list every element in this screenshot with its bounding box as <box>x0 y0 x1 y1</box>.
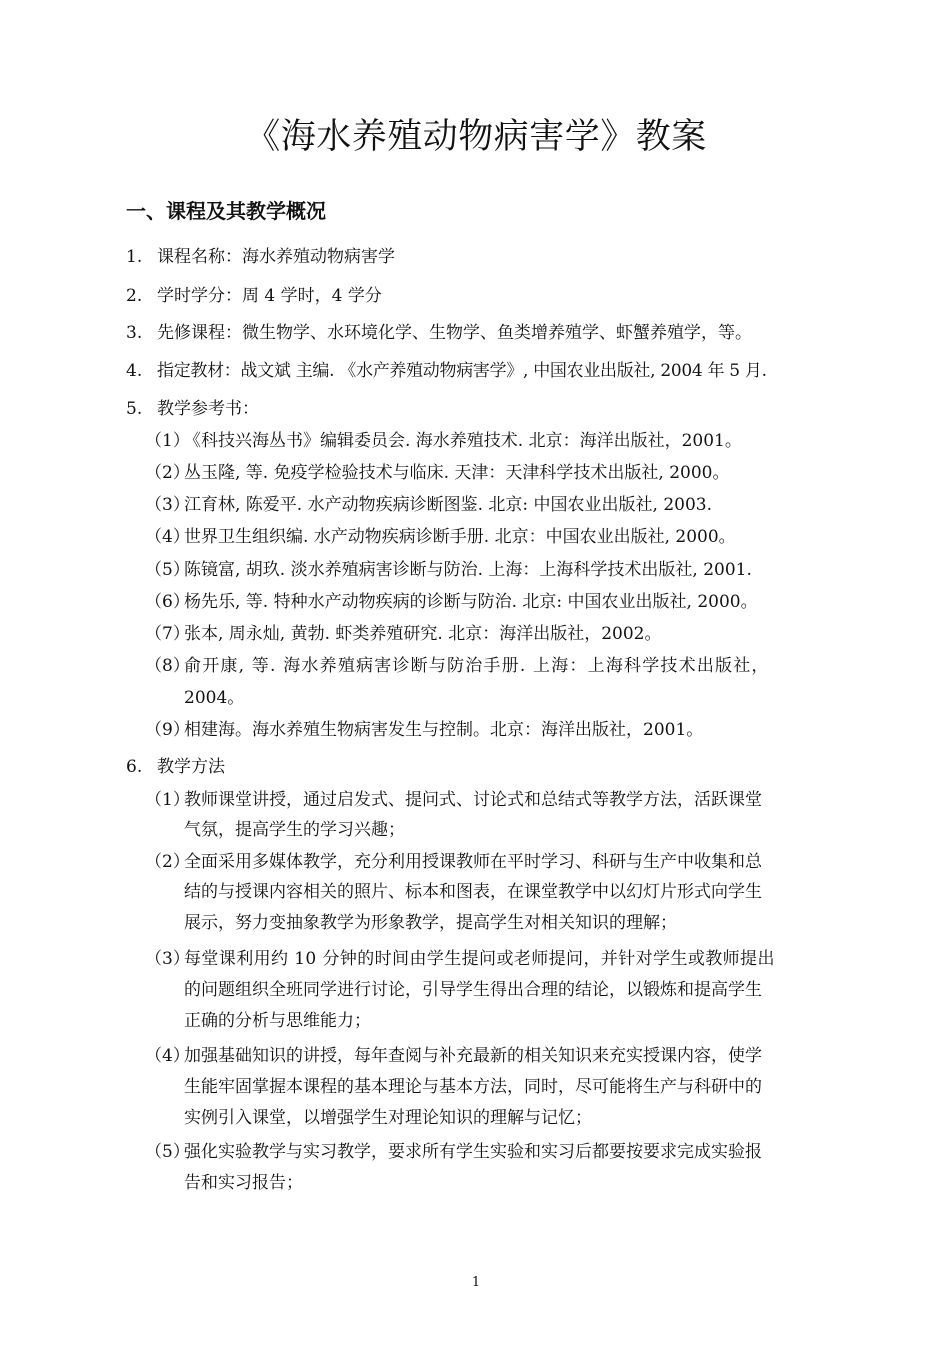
reference-text: 俞开康, 等. 海水养殖病害诊断与防治手册. 上海：上海科学技术出版社， <box>184 656 770 676</box>
reference-number: （5） <box>145 560 190 580</box>
method-text: 加强基础知识的讲授，每年查阅与补充最新的相关知识来充实授课内容，使学 <box>184 1046 762 1066</box>
method-text: 结的与授课内容相关的照片、标本和图表，在课堂教学中以幻灯片形式向学生 <box>184 882 762 902</box>
item-text: 教学参考书： <box>157 399 259 419</box>
reference-text: 世界卫生组织编. 水产动物疾病诊断手册. 北京：中国农业出版社, 2000。 <box>184 527 736 547</box>
item-text: 课程名称：海水养殖动物病害学 <box>157 247 395 267</box>
document-title: 《海水养殖动物病害学》教案 <box>245 117 707 157</box>
method-text: 气氛，提高学生的学习兴趣； <box>184 820 405 840</box>
item-number: 4. <box>126 361 143 381</box>
item-text: 指定教材：战文斌 主编. 《水产养殖动物病害学》, 中国农业出版社, 2004 年 5 月. <box>157 361 767 381</box>
reference-number: （4） <box>145 527 190 547</box>
reference-number: （7） <box>145 624 190 644</box>
item-number: 2. <box>126 286 143 306</box>
reference-text: 陈镜富, 胡玖. 淡水养殖病害诊断与防治. 上海：上海科学技术出版社, 2001. <box>184 560 752 580</box>
item-text: 学时学分：周 4 学时，4 学分 <box>157 286 382 306</box>
method-number: （2） <box>145 852 190 872</box>
method-text: 展示，努力变抽象教学为形象教学，提高学生对相关知识的理解； <box>184 913 677 933</box>
reference-number: （3） <box>145 495 190 515</box>
method-number: （4） <box>145 1046 190 1066</box>
method-text: 告和实习报告； <box>184 1173 303 1193</box>
section-heading: 一、课程及其教学概况 <box>126 199 326 223</box>
method-number: （5） <box>145 1142 190 1162</box>
item-number: 6. <box>126 757 143 777</box>
method-number: （1） <box>145 790 190 810</box>
reference-text: 相建海。海水养殖生物病害发生与控制。北京：海洋出版社，2001。 <box>184 720 704 740</box>
method-text: 正确的分析与思维能力； <box>184 1011 371 1031</box>
reference-number: （9） <box>145 720 190 740</box>
method-text: 实例引入课堂，以增强学生对理论知识的理解与记忆； <box>184 1108 592 1128</box>
method-text: 教师课堂讲授，通过启发式、提问式、讨论式和总结式等教学方法，活跃课堂 <box>184 790 762 810</box>
item-text: 先修课程：微生物学、水环境化学、生物学、鱼类增养殖学、虾蟹养殖学，等。 <box>157 323 752 343</box>
reference-text: 丛玉隆, 等. 免疫学检验技术与临床. 天津：天津科学技术出版社, 2000。 <box>184 463 730 483</box>
item-number: 5. <box>126 399 143 419</box>
item-number: 1. <box>126 247 143 267</box>
reference-text: 张本, 周永灿, 黄勃. 虾类养殖研究. 北京：海洋出版社，2002。 <box>184 624 662 644</box>
reference-text: 杨先乐, 等. 特种水产动物疾病的诊断与防治. 北京: 中国农业出版社, 2000。 <box>184 592 758 612</box>
method-text: 的问题组织全班同学进行讨论，引导学生得出合理的结论，以锻炼和提高学生 <box>184 980 762 1000</box>
reference-text: 《科技兴海丛书》编辑委员会. 海水养殖技术. 北京：海洋出版社，2001。 <box>184 431 742 451</box>
item-text: 教学方法 <box>157 757 225 777</box>
reference-number: （6） <box>145 592 190 612</box>
method-text: 每堂课利用约 10 分钟的时间由学生提问或老师提问，并针对学生或教师提出 <box>184 949 775 969</box>
reference-number: （1） <box>145 431 190 451</box>
page-number: 1 <box>471 1275 481 1290</box>
method-text: 全面采用多媒体教学，充分利用授课教师在平时学习、科研与生产中收集和总 <box>184 852 762 872</box>
reference-text: 2004。 <box>184 688 245 708</box>
method-text: 强化实验教学与实习教学，要求所有学生实验和实习后都要按要求完成实验报 <box>184 1142 762 1162</box>
reference-number: （8） <box>145 656 190 676</box>
method-number: （3） <box>145 949 190 969</box>
reference-text: 江育林, 陈爱平. 水产动物疾病诊断图鉴. 北京: 中国农业出版社, 2003. <box>184 495 713 515</box>
method-text: 生能牢固掌握本课程的基本理论与基本方法，同时，尽可能将生产与科研中的 <box>184 1077 762 1097</box>
item-number: 3. <box>126 323 143 343</box>
reference-number: （2） <box>145 463 190 483</box>
